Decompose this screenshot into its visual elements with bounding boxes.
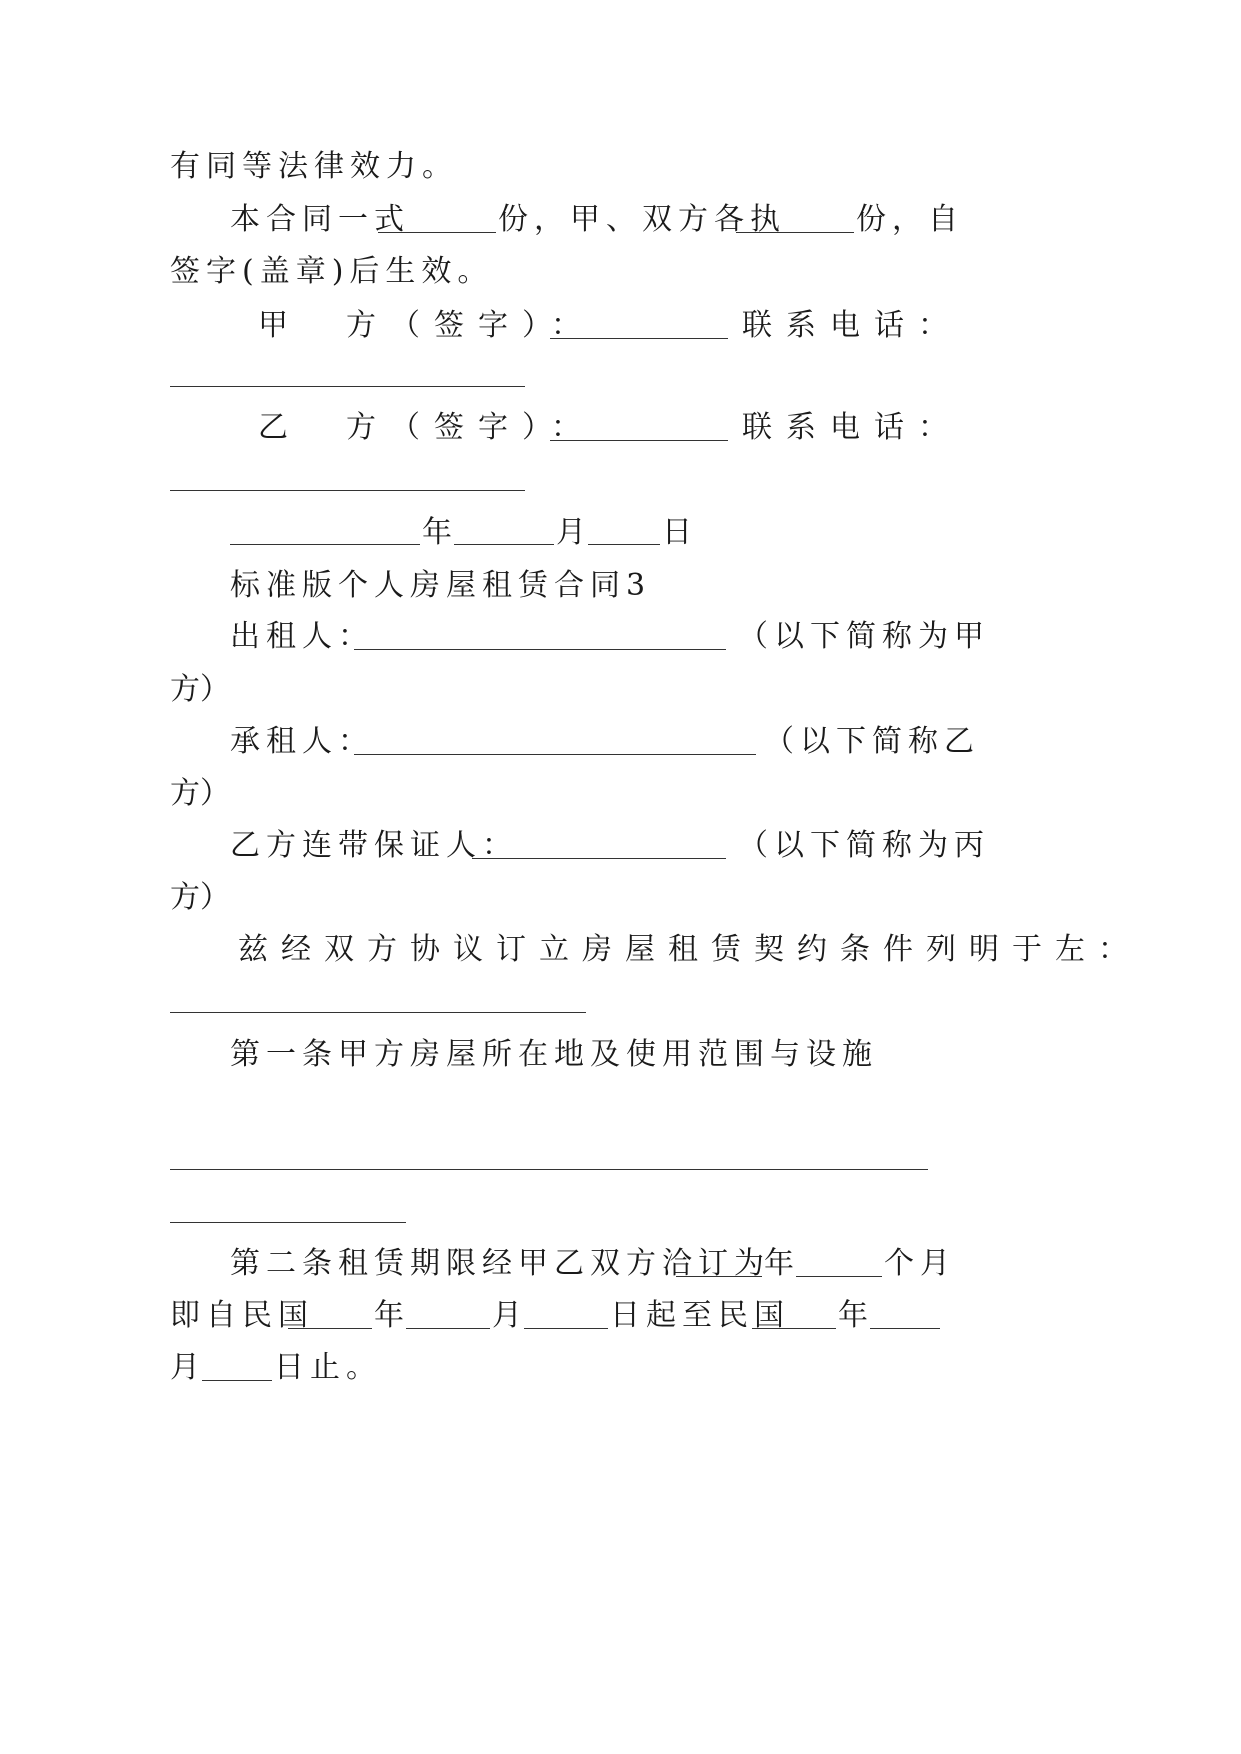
end-day-label: 日止。 [274, 1350, 382, 1385]
text-line-legal-effect: 有同等法律效力。 [170, 149, 458, 184]
party-a-signature-blank[interactable] [550, 338, 728, 339]
article-2-to-label: 日起至民国 [610, 1298, 790, 1333]
lessor-suffix: （以下简称为甲 [738, 619, 990, 654]
article-1-blank-line-1[interactable] [170, 1169, 928, 1170]
start-year-blank[interactable] [288, 1328, 372, 1329]
end-month-blank[interactable] [870, 1328, 940, 1329]
article-2-years-blank[interactable] [676, 1276, 762, 1277]
article-2-from-label: 即自民国 [170, 1298, 314, 1333]
lessor-blank[interactable] [354, 649, 726, 650]
party-a-phone-label: 联系电话： [742, 308, 962, 343]
date-month-label: 月 [556, 515, 586, 550]
end-year-label: 年 [838, 1298, 868, 1333]
article-1-blank-line-2[interactable] [170, 1222, 406, 1223]
start-month-blank[interactable] [406, 1328, 490, 1329]
date-day-label: 日 [662, 515, 692, 550]
end-year-blank[interactable] [752, 1328, 836, 1329]
party-a-signature-label: 甲 方（签字）： [258, 308, 595, 343]
agreement-statement: 兹经双方协议订立房屋租赁契约条件列明于左： [238, 932, 1141, 967]
party-a-phone-blank[interactable] [170, 386, 525, 387]
guarantor-label: 乙方连带保证人： [230, 828, 518, 863]
lessor-suffix-wrap: 方） [170, 672, 230, 707]
date-year-label: 年 [422, 515, 452, 550]
contract-title: 标准版个人房屋租赁合同3 [230, 568, 652, 603]
date-day-blank[interactable] [588, 544, 660, 545]
start-year-label: 年 [374, 1298, 404, 1333]
article-2-years-label: 年 [764, 1246, 794, 1281]
end-month-label: 月 [170, 1350, 200, 1385]
party-b-signature-blank[interactable] [550, 440, 728, 441]
party-b-phone-blank[interactable] [170, 490, 525, 491]
start-month-label: 月 [492, 1298, 522, 1333]
party-b-signature-label: 乙 方（签字）： [258, 410, 595, 445]
text-copies-tail: 份，自 [856, 202, 964, 237]
date-year-blank[interactable] [230, 544, 420, 545]
end-day-blank[interactable] [202, 1380, 272, 1381]
date-month-blank[interactable] [454, 544, 554, 545]
lessee-label: 承租人： [230, 724, 374, 759]
start-day-blank[interactable] [524, 1328, 608, 1329]
article-2-months-blank[interactable] [796, 1276, 882, 1277]
guarantor-blank[interactable] [472, 858, 726, 859]
text-copies-each: 份，甲、双方各执 [498, 202, 786, 237]
article-1-heading: 第一条甲方房屋所在地及使用范围与设施 [230, 1037, 878, 1072]
party-b-phone-label: 联系电话： [742, 410, 962, 445]
agreement-blank[interactable] [170, 1012, 586, 1013]
guarantor-suffix-wrap: 方） [170, 880, 230, 915]
lessee-suffix-wrap: 方） [170, 776, 230, 811]
text-copies-total: 本合同一式 [230, 202, 410, 237]
article-2-text: 第二条租赁期限经甲乙双方洽订为 [230, 1246, 770, 1281]
text-effective-after-sign: 签字(盖章)后生效。 [170, 254, 494, 289]
guarantor-suffix: （以下简称为丙 [738, 828, 990, 863]
article-2-months-label: 个月 [884, 1246, 956, 1281]
blank-copies-total[interactable] [378, 232, 496, 233]
lessor-label: 出租人： [230, 619, 374, 654]
lessee-blank[interactable] [354, 754, 756, 755]
blank-copies-each[interactable] [736, 232, 854, 233]
lessee-suffix: （以下简称乙 [764, 724, 980, 759]
